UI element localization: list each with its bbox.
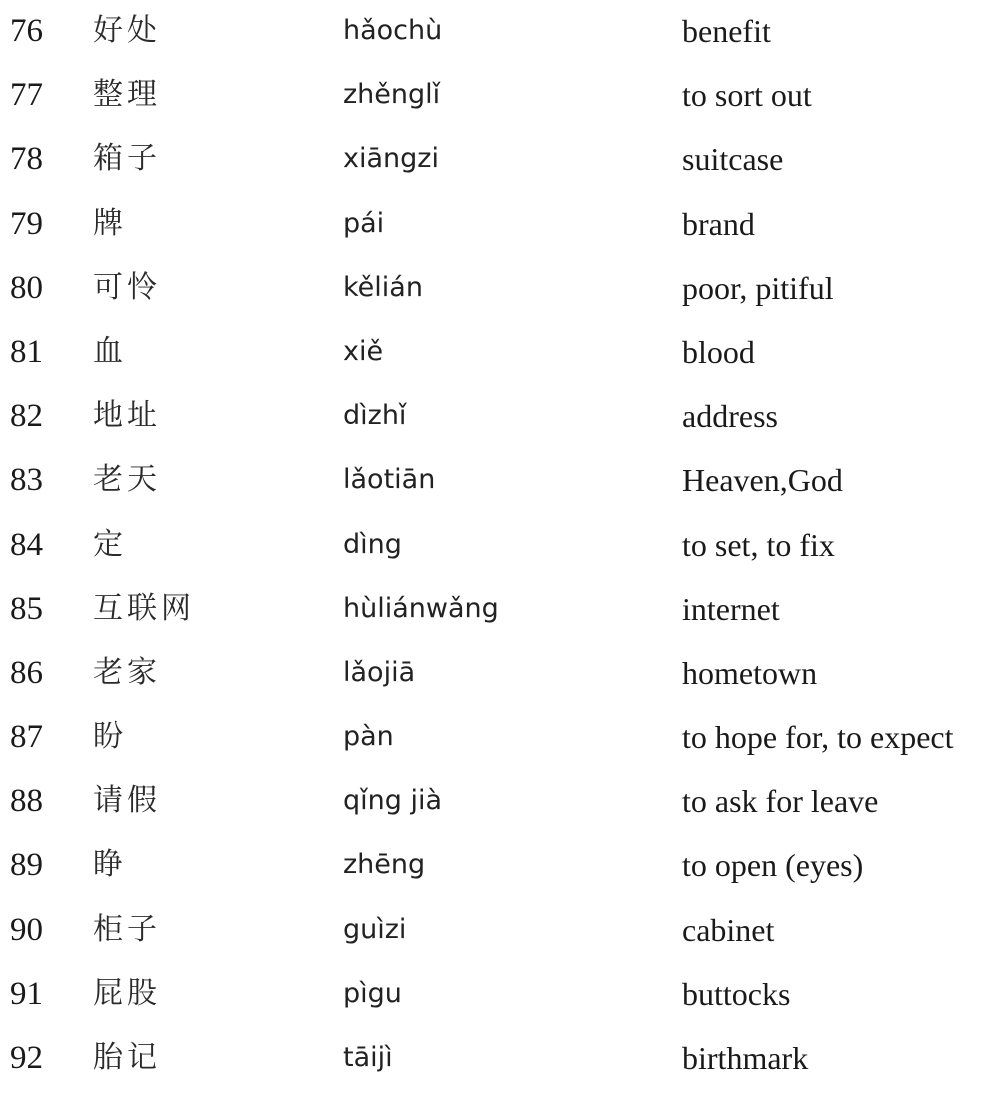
entry-number: 83 (10, 462, 43, 499)
entry-english: cabinet (682, 911, 775, 948)
entry-english: suitcase (682, 141, 784, 178)
vocab-row (0, 836, 999, 900)
entry-number: 86 (10, 654, 43, 691)
vocab-row (0, 580, 999, 644)
entry-number: 89 (10, 847, 43, 884)
entry-number: 81 (10, 333, 43, 370)
vocab-row (0, 644, 999, 708)
vocab-row (0, 965, 999, 1029)
entry-english: internet (682, 590, 780, 627)
entry-number: 77 (10, 77, 43, 114)
vocab-row (0, 901, 999, 965)
entry-hanzi: 互联网 (93, 590, 195, 626)
entry-number: 76 (10, 13, 43, 49)
entry-hanzi: 老天 (93, 462, 161, 498)
entry-pinyin: guìzi (343, 913, 407, 945)
entry-number: 91 (10, 975, 43, 1012)
entry-pinyin: qǐng jià (343, 785, 443, 817)
entry-hanzi: 整理 (93, 77, 161, 113)
entry-english: to ask for leave (682, 783, 879, 820)
entry-number: 80 (10, 269, 43, 306)
entry-pinyin: kělián (343, 271, 423, 303)
entry-pinyin: lǎotiān (343, 464, 436, 496)
vocab-row (0, 259, 999, 323)
entry-number: 84 (10, 526, 43, 563)
entry-number: 82 (10, 398, 43, 435)
entry-english: address (682, 398, 778, 435)
vocab-row (0, 516, 999, 580)
vocab-row (0, 66, 999, 130)
entry-hanzi: 胎记 (93, 1040, 161, 1075)
entry-english: hometown (682, 654, 818, 691)
entry-pinyin: zhěnglǐ (343, 79, 441, 111)
entry-pinyin: dìng (343, 528, 402, 560)
entry-pinyin: dìzhǐ (343, 400, 407, 432)
entry-english: to set, to fix (682, 526, 835, 563)
entry-number: 78 (10, 141, 43, 178)
entry-english: to sort out (682, 77, 812, 114)
vocab-row (0, 708, 999, 772)
entry-pinyin: pái (343, 207, 385, 239)
entry-hanzi: 好处 (93, 13, 161, 48)
entry-hanzi: 老家 (93, 654, 161, 690)
entry-english: blood (682, 333, 755, 370)
entry-english: to hope for, to expect (682, 719, 954, 756)
entry-number: 87 (10, 719, 43, 756)
entry-pinyin: xiě (343, 335, 384, 367)
vocab-row (0, 323, 999, 387)
entry-number: 90 (10, 911, 43, 948)
entry-english: buttocks (682, 975, 791, 1012)
entry-hanzi: 牌 (93, 205, 127, 241)
entry-hanzi: 屁股 (93, 975, 161, 1011)
entry-english: Heaven,God (682, 462, 843, 499)
entry-english: to open (eyes) (682, 847, 864, 884)
vocab-row (0, 130, 999, 194)
entry-pinyin: hùliánwǎng (343, 592, 499, 624)
entry-pinyin: tāijì (343, 1042, 393, 1073)
entry-hanzi: 地址 (93, 398, 161, 434)
entry-hanzi: 可怜 (93, 269, 161, 305)
vocab-row (0, 195, 999, 259)
vocab-row (0, 387, 999, 451)
entry-pinyin: zhēng (343, 849, 426, 881)
vocab-row (0, 2, 999, 66)
entry-number: 79 (10, 205, 43, 242)
entry-english: brand (682, 205, 755, 242)
entry-english: birthmark (682, 1040, 809, 1076)
entry-number: 88 (10, 783, 43, 820)
entry-english: benefit (682, 13, 771, 49)
entry-pinyin: xiāngzi (343, 143, 439, 175)
entry-pinyin: pìgu (343, 977, 402, 1009)
vocab-row (0, 1029, 999, 1093)
entry-hanzi: 柜子 (93, 911, 161, 947)
entry-pinyin: pàn (343, 721, 394, 753)
entry-hanzi: 定 (93, 526, 127, 562)
entry-hanzi: 箱子 (93, 141, 161, 177)
vocab-row (0, 772, 999, 836)
entry-hanzi: 睁 (93, 847, 127, 883)
entry-english: poor, pitiful (682, 269, 834, 306)
entry-number: 92 (10, 1040, 43, 1076)
entry-hanzi: 请假 (93, 783, 161, 819)
entry-number: 85 (10, 590, 43, 627)
entry-hanzi: 血 (93, 333, 127, 369)
entry-pinyin: lǎojiā (343, 656, 416, 688)
entry-hanzi: 盼 (93, 719, 127, 755)
entry-pinyin: hǎochù (343, 15, 443, 46)
vocab-row (0, 451, 999, 515)
